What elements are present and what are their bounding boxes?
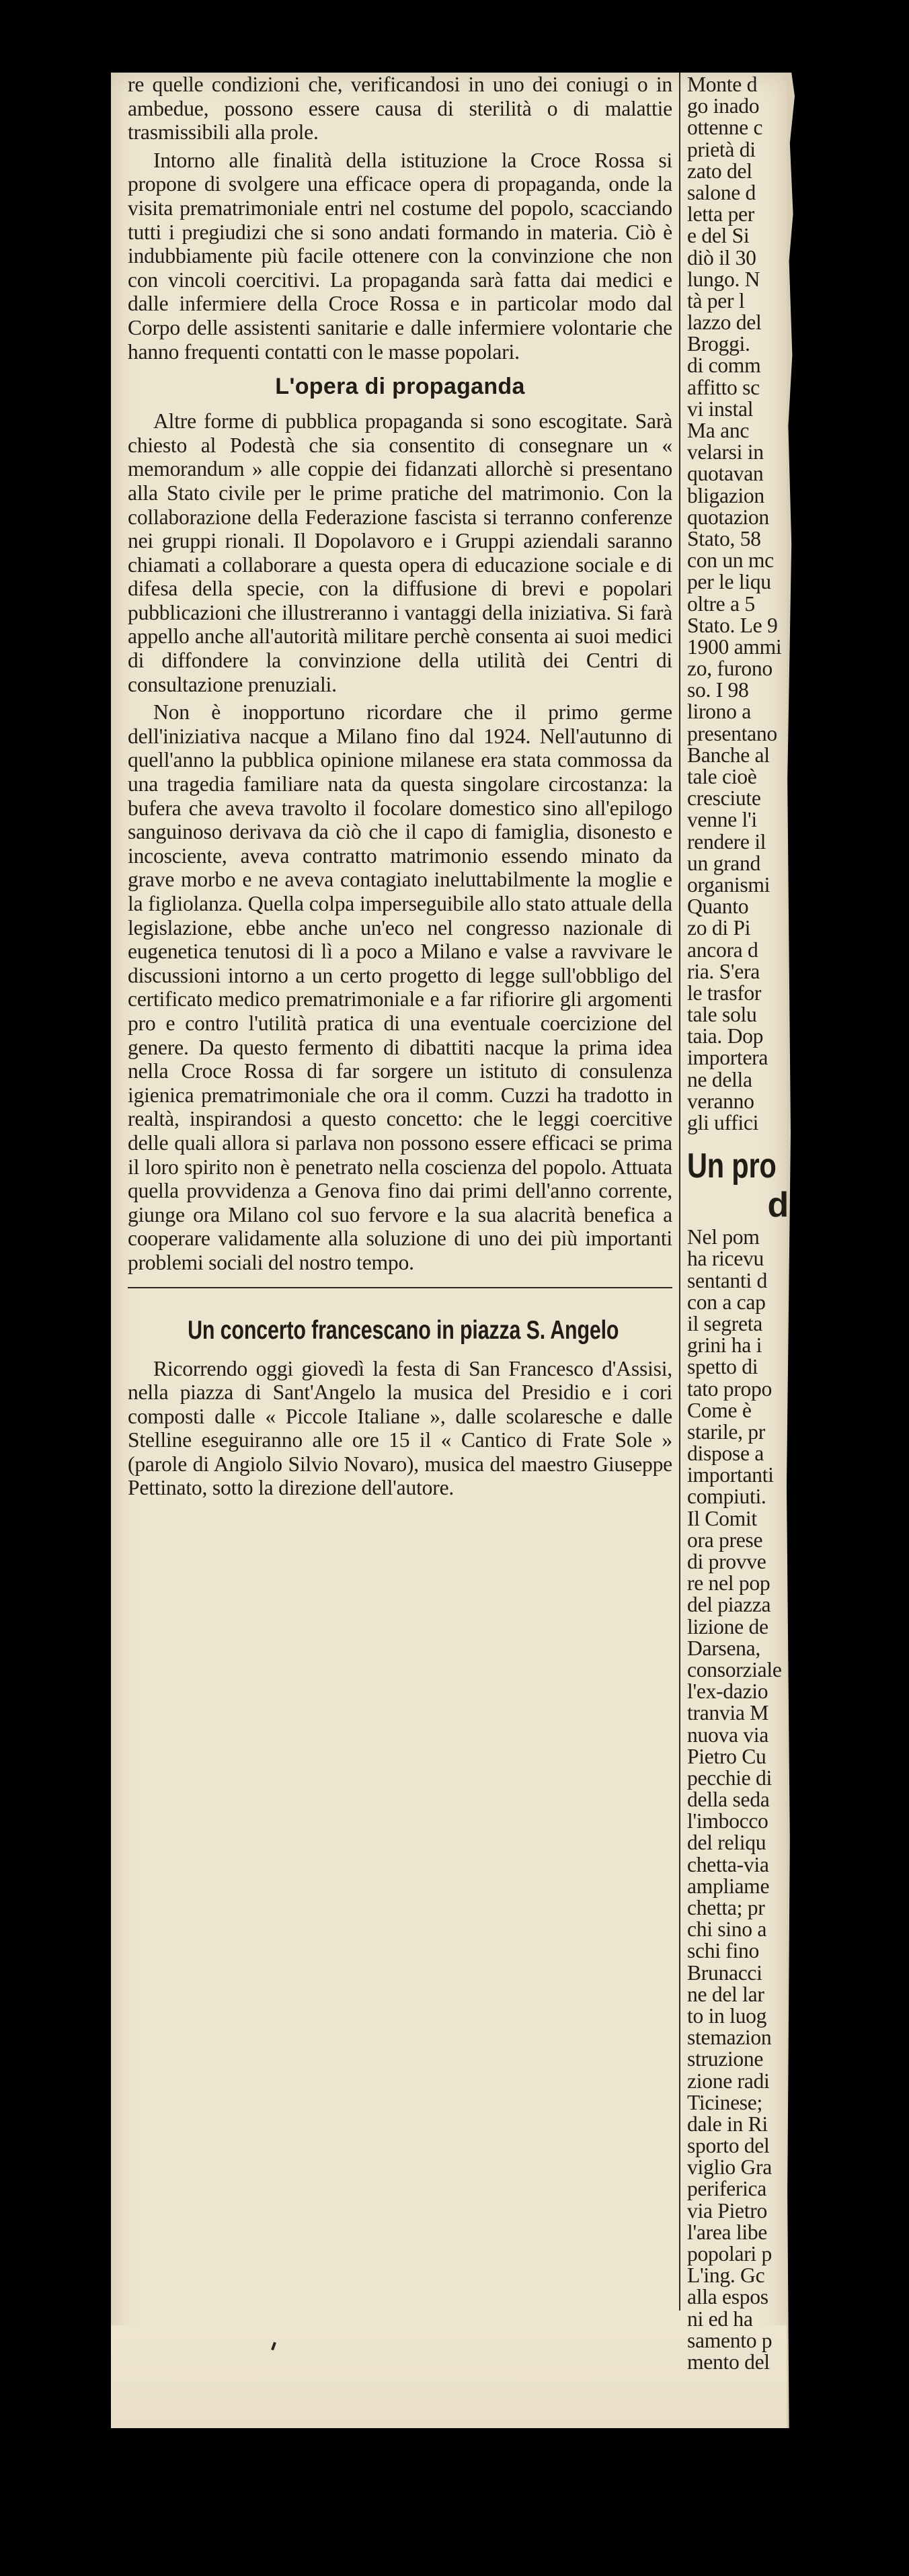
adjacent-column-line: ora prese [687,1528,763,1552]
adjacent-column-line: con a cap [687,1290,766,1314]
adjacent-column-line: tranvia M [687,1701,769,1725]
adjacent-column-line: sporto del [687,2134,770,2158]
column-divider [679,73,680,2311]
adjacent-headline-line2: d [767,1186,789,1225]
adjacent-column-line: zo, furono [687,657,773,681]
adjacent-column-line: ottenne c [687,116,763,140]
adjacent-column-line: go inado [687,94,760,118]
adjacent-column-line: spetto di [687,1355,758,1379]
adjacent-column-line: oltre a 5 [687,591,755,616]
adjacent-column-line: Stato, 58 [687,526,761,550]
adjacent-column-line: to in luog [687,2003,767,2028]
adjacent-column-line: venne l'i [687,808,757,832]
adjacent-column-line: del piazza [687,1593,771,1617]
adjacent-column-line: importera [687,1046,768,1070]
adjacent-column-line: della seda [687,1788,770,1812]
adjacent-column-line: Ticinese; [687,2090,762,2114]
adjacent-column-line: rendere il [687,829,766,854]
adjacent-column-lines-bottom [687,1227,791,2373]
adjacent-column-line: di provve [687,1550,766,1573]
adjacent-column-line: viglio Gra [687,2155,772,2179]
adjacent-column-line: Il Comit [687,1506,757,1530]
adjacent-column-line: taia. Dop [687,1024,764,1048]
adjacent-column-line: Broggi. [687,332,750,356]
adjacent-column-line: tato propo [687,1376,772,1401]
adjacent-column-line: ne del lar [687,1982,764,2006]
notice-body: Ricorrendo oggi giovedì la festa di San Francesco d'Assisi, nella piazza di Sant'Angelo la musica del Presidio e i cori composti dalle « Piccole Italiane », dalle scolaresche e dalle Stelline eseguiranno alle ore 15 il « Cantico di Frate Sole » (parole di Angiolo Silvio Novaro), musica del maestro Giuseppe Pettinato, sotto la direzione dell'autore. [128,1356,672,1500]
adjacent-column-line: so. I 98 [687,678,749,702]
article-subheading: L'opera di propaganda [275,374,525,400]
adjacent-column-line: 1900 ammi [687,634,782,659]
adjacent-column-line: Come è [687,1398,752,1422]
adjacent-column-line: di comm [687,354,761,378]
adjacent-column-line: salone d [687,180,756,204]
adjacent-column-line: prietà di [687,137,756,161]
adjacent-column-line: popolari p [687,2242,772,2266]
adjacent-column-line: e del Si [687,224,750,248]
adjacent-column-line: ampliame [687,1874,770,1898]
adjacent-column-line: bligazion [687,483,764,507]
adjacent-column-line: stemazion [687,2026,772,2050]
adjacent-column-line: struzione [687,2047,764,2071]
article-paragraph: Intorno alle finalità della istituzione la Croce Rossa si propone di svolgere una efficace opera di propaganda, onde la visita prematrimoniale entri nel costume del popolo, scacciando tutti i pregiudizi che si sono andati formando in materia. Ciò è indubbiamente più facile ottenere con la convinzione che non con vincoli coercitivi. La propaganda sarà fatta dai medici e dalle infermiere della Croce Rossa e in particolar modo dal Corpo delle assistenti sanitarie e dalle infermiere volontarie che hanno frequenti contatti con le masse popolari. [128,148,672,364]
main-article-column [128,73,672,1504]
adjacent-column-line: Brunacci [687,1960,762,1985]
adjacent-column-line: consorziale [687,1657,782,1681]
adjacent-column-line: chi sino a [687,1917,767,1942]
adjacent-column-line: starile, pr [687,1419,766,1444]
adjacent-column-line: velarsi in [687,440,764,464]
adjacent-column-line: chetta; pr [687,1896,765,1919]
adjacent-column-line: il segreta [687,1311,762,1335]
adjacent-column-line: via Pietro [687,2198,767,2222]
adjacent-column-line: presentano [687,721,777,745]
adjacent-column-line: Nel pom [687,1225,760,1249]
adjacent-column-line: affitto sc [687,375,760,399]
adjacent-column-line: mento del [687,2350,770,2374]
adjacent-column-line: grini ha i [687,1333,762,1358]
adjacent-column-fragment [687,74,791,2373]
adjacent-column-line: per le liqu [687,570,771,594]
adjacent-column-line: samento p [687,2328,773,2352]
adjacent-column-line: ria. S'era [687,959,760,983]
article-paragraph: re quelle condizioni che, verificandosi in uno dei coniugi o in ambedue, possono essere causa di sterilità o di malattie trasmissibili alla prole. [128,73,672,144]
adjacent-column-line: Quanto [687,895,749,919]
adjacent-column-line: schi fino [687,1939,759,1963]
adjacent-column-line: zo di Pi [687,916,751,940]
adjacent-column-line: Monte d [687,74,758,96]
adjacent-column-line: pecchie di [687,1765,772,1790]
adjacent-column-line: vi instal [687,397,754,421]
adjacent-column-line: Stato. Le 9 [687,613,778,637]
article-paragraph: Altre forme di pubblica propaganda si sono escogitate. Sarà chiesto al Podestà che sia consentito di consegnare un « memorandum » alle coppie dei fidanzati allorchè si presentano alla Stato civile per le prime pratiche del matrimonio. Con la collaborazione della Federazione fascista si terranno conferenze nei gruppi rionali. Il Dopolavoro e i Gruppi aziendali saranno chiamati a collaborare a questa opera di educazione sociale e di difesa della specie, con la diffusione di brevi e popolari pubblicazioni che illustreranno i vantaggi della iniziativa. Si farà appello anche all'autorità militare perchè consenta ai suoi medici di diffondere la convinzione della utilità dei Centri di consultazione prenuziali. [128,409,672,696]
adjacent-column-line: ni ed ha [687,2307,753,2331]
adjacent-column-line: tà per l [687,288,745,313]
adjacent-column-lines-top [687,74,791,1134]
adjacent-column-line: l'ex-dazio [687,1679,768,1704]
adjacent-column-line: ancora d [687,938,758,962]
adjacent-column-line: diò il 30 [687,245,756,269]
adjacent-column-line: del reliqu [687,1831,766,1855]
adjacent-column-line: con un mc [687,548,774,573]
adjacent-column-line: tale cioè [687,765,757,788]
adjacent-column-line: l'imbocco [687,1809,768,1833]
adjacent-column-line: L'ing. Gc [687,2263,765,2288]
adjacent-headline: Un pro [687,1147,777,1186]
adjacent-column-line: lazzo del [687,310,762,335]
article-paragraph: Non è inopportuno ricordare che il primo germe dell'iniziativa nacque a Milano fino dal 1924. Nell'autunno di quell'anno la pubblica opinione milanese era stata commossa da una tragedia familiare nata da questa singolare circostanza: la bufera che aveva travolto il focolare domestico sino all'epilogo sanguinoso derivava da ciò che il capo di famiglia, disonesto e incosciente, aveva contratto matrimonio essendo minato da grave morbo e ne aveva contagiato ineluttabilmente la moglie e la figliolanza. Quella colpa imperseguibile allo stato attuale della legislazione, ebbe anche un'eco nel congresso nazionale di eugenetica tenutosi di lì a poco a Milano e valse a ravvivare le discussioni intorno a un certo progetto di legge sull'obbligo del certificato medico prematrimoniale e a far rifiorire gli argomenti pro e contro l'utilità pratica di una eventuale coercizione del genere. Da questo fermento di dibattiti nacque la prima idea nella Croce Rossa di far sorgere un istituto di consulenza igienica prematrimoniale che ora il comm. Cuzzi ha tradotto in realtà, inspirandosi a questo concetto: che le leggi coercitive delle quali allora si parlava non possono essere efficaci se prima il loro spirito non è penetrato nella coscienza del popolo. Attuata quella provvidenza a Genova fino dai primi dell'anno corrente, giunge ora Milano col suo fervore e la sua alacrità benefica a cooperare validamente alla soluzione di uno dei più importanti problemi sociali del nostro tempo. [128,700,672,1274]
adjacent-column-line: nuova via [687,1722,769,1747]
adjacent-column-line: zato del [687,159,752,183]
adjacent-column-line: letta per [687,202,754,226]
adjacent-column-line: un grand [687,851,761,875]
adjacent-column-line: le trasfor [687,981,762,1005]
adjacent-column-line: dispose a [687,1442,764,1466]
adjacent-column-line: cresciute [687,786,761,811]
adjacent-column-line: re nel pop [687,1571,770,1595]
adjacent-column-line: periferica [687,2177,767,2201]
adjacent-column-line: Ma anc [687,419,750,442]
section-divider [128,1287,672,1288]
notice-headline: Un concerto francescano in piazza S. Angelo [188,1315,619,1345]
adjacent-column-line: gli uffici [687,1111,759,1134]
adjacent-column-line: ne della [687,1067,752,1091]
adjacent-column-line: l'area libe [687,2220,768,2244]
clipping-bottom-margin [111,2325,787,2428]
adjacent-column-line: Banche al [687,743,770,767]
adjacent-column-line: tale solu [687,1003,757,1027]
adjacent-column-line: organismi [687,872,770,897]
adjacent-column-line: veranno [687,1089,754,1113]
adjacent-column-line: chetta-via [687,1852,769,1876]
adjacent-column-line: ha ricevu [687,1247,764,1271]
adjacent-column-line: lirono a [687,700,751,724]
adjacent-column-line: compiuti. [687,1485,766,1509]
adjacent-column-line: zione radi [687,2069,770,2093]
adjacent-column-line: lungo. N [687,267,760,291]
adjacent-column-line: importanti [687,1463,774,1487]
adjacent-column-line: Darsena, [687,1636,760,1660]
adjacent-column-line: alla espos [687,2285,768,2309]
adjacent-column-line: dale in Ri [687,2112,768,2136]
adjacent-column-line: quotazion [687,505,769,529]
adjacent-column-line: quotavan [687,462,764,486]
adjacent-column-line: Pietro Cu [687,1744,766,1768]
adjacent-column-line: lizione de [687,1614,768,1638]
adjacent-column-line: sentanti d [687,1268,767,1292]
